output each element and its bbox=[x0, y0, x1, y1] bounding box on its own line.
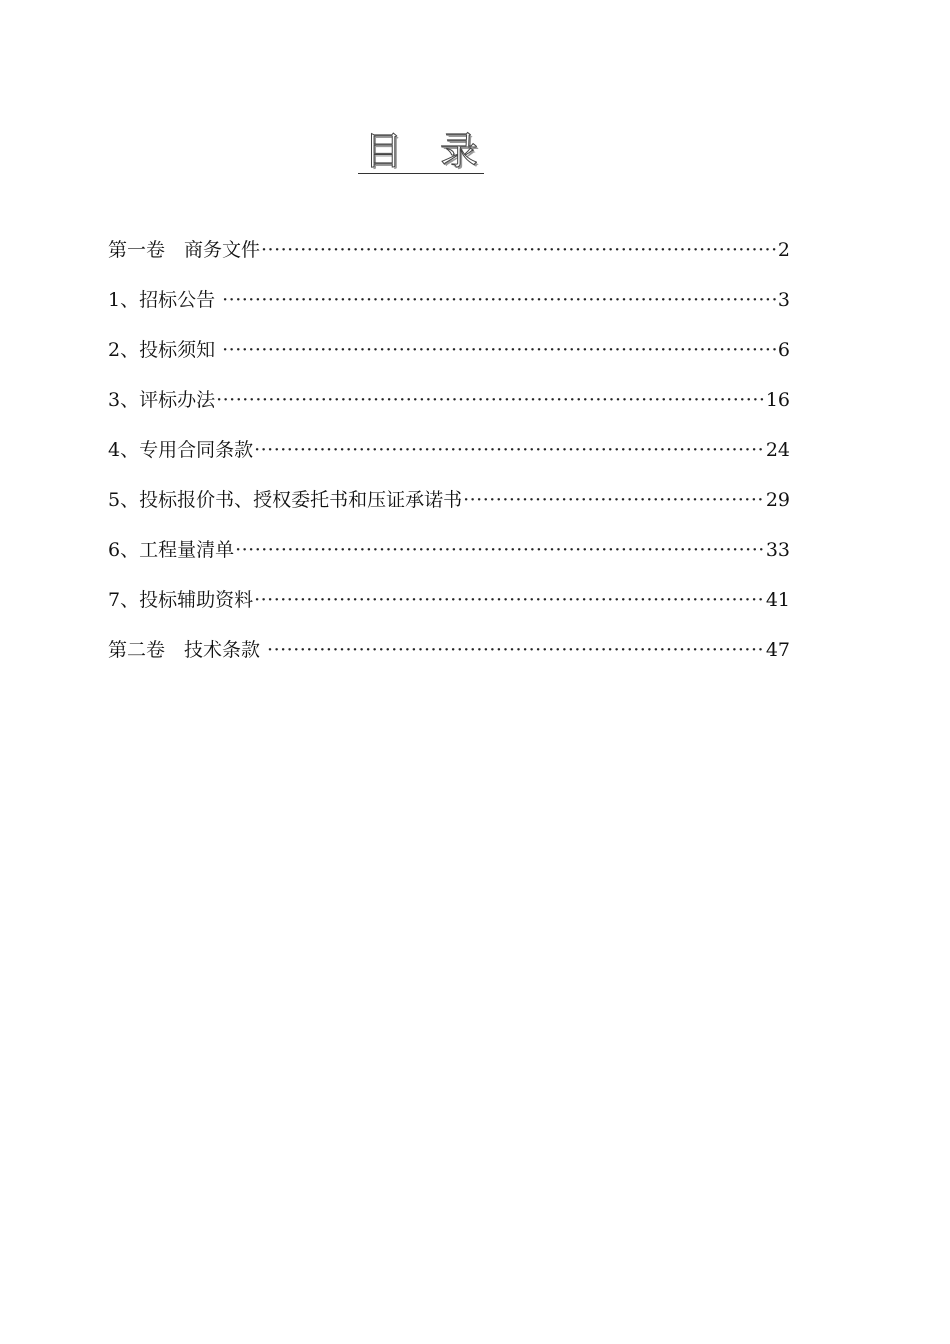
toc-entry-page: 6 bbox=[777, 339, 790, 361]
toc-entry-page: 47 bbox=[765, 639, 790, 661]
toc-dot-leader bbox=[267, 632, 765, 668]
toc-entry-page: 29 bbox=[765, 489, 790, 511]
toc-dot-leader bbox=[463, 482, 765, 518]
toc-dot-leader bbox=[222, 332, 777, 368]
toc-dot-leader bbox=[235, 532, 765, 568]
toc-entry-page: 16 bbox=[765, 389, 790, 411]
toc-entry-page: 33 bbox=[765, 539, 790, 561]
toc-entry-3[interactable] bbox=[108, 382, 790, 432]
toc-entry-4[interactable] bbox=[108, 432, 790, 482]
toc-entry-1[interactable] bbox=[108, 282, 790, 332]
table-of-contents bbox=[108, 232, 790, 682]
toc-heading-char-2: 录 bbox=[439, 129, 478, 173]
toc-dot-leader bbox=[261, 232, 777, 268]
toc-entry-page: 3 bbox=[777, 289, 790, 311]
toc-dot-leader bbox=[254, 432, 765, 468]
toc-entry-label: 3、评标办法 bbox=[108, 389, 216, 411]
toc-entry-label: 2、投标须知 bbox=[108, 339, 222, 361]
toc-entry-label: 6、工程量清单 bbox=[108, 539, 235, 561]
toc-entry-label: 5、投标报价书、授权委托书和压证承诺书 bbox=[108, 489, 463, 511]
toc-entry-volume-1[interactable] bbox=[108, 232, 790, 282]
toc-entry-label: 第一卷 商务文件 bbox=[108, 239, 261, 261]
toc-dot-leader bbox=[216, 382, 765, 418]
toc-entry-label: 7、投标辅助资料 bbox=[108, 589, 254, 611]
toc-dot-leader bbox=[254, 582, 765, 618]
toc-entry-6[interactable] bbox=[108, 532, 790, 582]
toc-heading-char-1: 目 bbox=[364, 129, 403, 173]
toc-entry-volume-2[interactable] bbox=[108, 632, 790, 682]
toc-entry-page: 24 bbox=[765, 439, 790, 461]
toc-entry-5[interactable] bbox=[108, 482, 790, 532]
toc-entry-2[interactable] bbox=[108, 332, 790, 382]
toc-entry-label: 第二卷 技术条款 bbox=[108, 639, 267, 661]
toc-entry-label: 4、专用合同条款 bbox=[108, 439, 254, 461]
toc-entry-page: 2 bbox=[777, 239, 790, 261]
toc-dot-leader bbox=[222, 282, 777, 318]
toc-entry-7[interactable] bbox=[108, 582, 790, 632]
toc-entry-page: 41 bbox=[765, 589, 790, 611]
toc-entry-label: 1、招标公告 bbox=[108, 289, 222, 311]
toc-heading bbox=[358, 128, 484, 174]
